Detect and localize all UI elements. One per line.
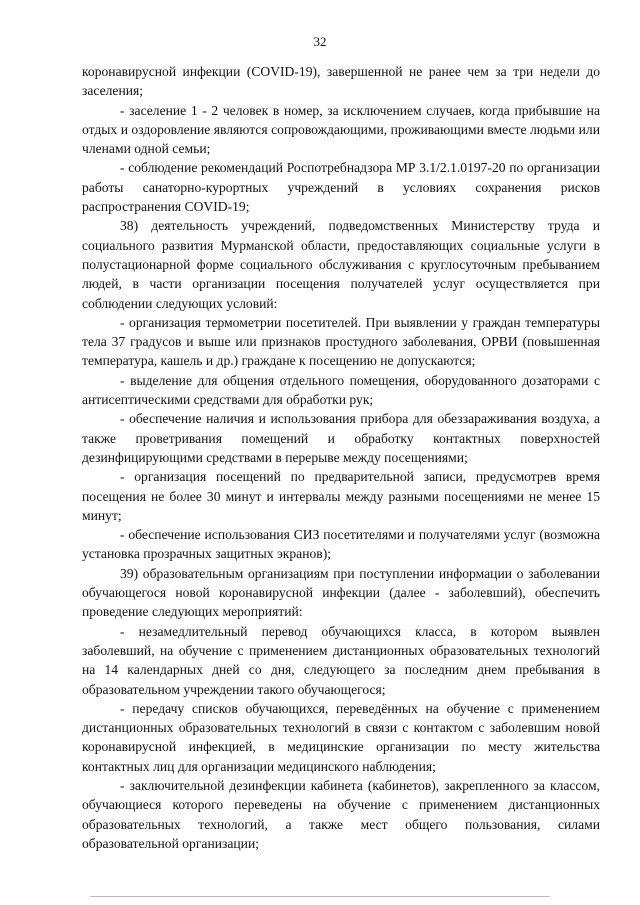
paragraph-continuation: коронавирусной инфекции (COVID-19), завершенной не ранее чем за три недели до заселения; [82, 64, 600, 99]
paragraph-item-38: 38) деятельность учреждений, подведомственных Министерству труда и социального развития Мурманской области, предоставляющих социальные услуги в полустационарной форме социального обслуживания с круглосуточным пребыванием людей, в части организации посещения получателей услуг осуществляется при соблюдении следующих условий: [82, 218, 600, 311]
paragraph-final-disinfection: - заключительной дезинфекции кабинета (кабинетов), закрепленного за классом, обучающиеся которого переведены на обучение с применением дистанционных образовательных технологий, а также мест общего пользования, силами образовательной организации; [82, 777, 600, 851]
scan-bottom-line [90, 896, 550, 897]
document-body [82, 62, 600, 853]
paragraph-appointment-visits: - организация посещений по предварительной записи, предусмотрев время посещения не более 30 минут и интервалы между разными посещениями не менее 15 минут; [82, 469, 600, 523]
paragraph-distance-learning: - незамедлительный перевод обучающихся класса, в котором выявлен заболевший, на обучение с применением дистанционных образовательных технологий на 14 календарных дней со дня, следующего за последним днем пребывания в образовательном учреждении такого обучающегося; [82, 623, 600, 697]
page-number: 32 [313, 34, 327, 49]
paragraph-air-disinfection: - обеспечение наличия и использования прибора для обеззараживания воздуха, а также проветривания помещений и обработку контактных поверхностей дезинфицирующими средствами в перерыве между посещениями; [82, 411, 600, 465]
paragraph-room-occupancy: - заселение 1 - 2 человек в номер, за исключением случаев, когда прибывшие на отдых и оздоровление являются сопровождающими, проживающими вместе людьми или членами одной семьи; [82, 102, 600, 157]
paragraph-rospotrebnadzor-recommendations: - соблюдение рекомендаций Роспотребнадзора МР 3.1/2.1.0197-20 по организации работы санаторно-курортных учреждений в условиях сохранения рисков распространения COVID-19; [82, 160, 600, 215]
paragraph-separate-room: - выделение для общения отдельного помещения, оборудованного дозаторами с антисептическими средствами для обработки рук; [82, 372, 600, 408]
paragraph-thermometry: - организация термометрии посетителей. При выявлении у граждан температуры тела 37 градусов и выше или признаков простудного заболевания, ОРВИ (повышенная температура, кашель и др.) граждане к посещению не допускаются; [82, 314, 600, 369]
paragraph-item-39: 39) образовательным организациям при поступлении информации о заболевании обучающегося новой коронавирусной инфекции (далее - заболевший), обеспечить проведение следующих мероприятий: [82, 565, 600, 620]
paragraph-contact-lists: - передачу списков обучающихся, переведённых на обучение с применением дистанционных образовательных технологий в связи с контактом с заболевшим новой коронавирусной инфекцией, в медицинские организации по месту жительства контактных лиц для организации медицинского наблюдения; [82, 700, 600, 774]
paragraph-ppe-usage: - обеспечение использования СИЗ посетителями и получателями услуг (возможна установка прозрачных защитных экранов); [82, 527, 600, 562]
